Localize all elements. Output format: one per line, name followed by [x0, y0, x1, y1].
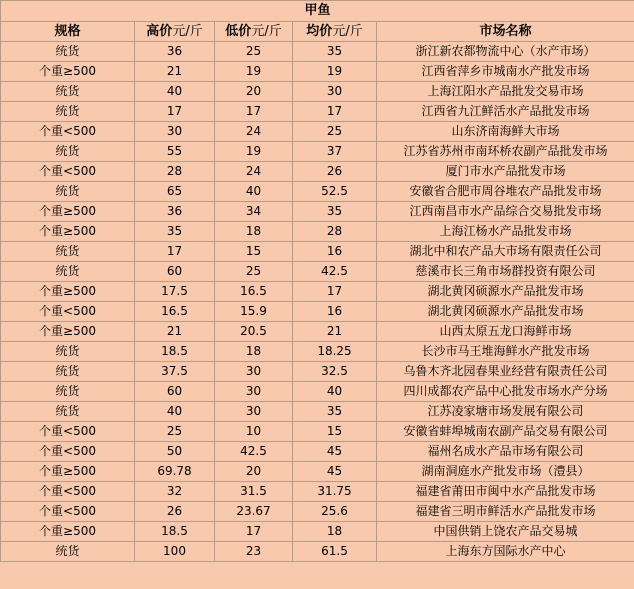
cell-spec: 个重≥500: [1, 62, 135, 82]
cell-high-price: 21: [135, 322, 215, 342]
table-row: [1, 162, 634, 182]
cell-spec: 个重<500: [1, 302, 135, 322]
cell-spec: 个重<500: [1, 482, 135, 502]
cell-market-name: 上海江阳水产品批发交易市场: [377, 82, 634, 102]
cell-spec: 个重<500: [1, 422, 135, 442]
cell-avg-price: 19: [293, 62, 377, 82]
cell-spec: 个重<500: [1, 162, 135, 182]
cell-high-price: 21: [135, 62, 215, 82]
table-row: [1, 62, 634, 82]
cell-market-name: 上海江杨水产品批发市场: [377, 222, 634, 242]
cell-avg-price: 18: [293, 522, 377, 542]
table-row: [1, 342, 634, 362]
table-row: [1, 102, 634, 122]
cell-high-price: 36: [135, 202, 215, 222]
cell-market-name: 江西省九江鲜活水产品批发市场: [377, 102, 634, 122]
cell-high-price: 55: [135, 142, 215, 162]
header-avg-unit: 元/斤: [332, 24, 363, 39]
cell-low-price: 31.5: [215, 482, 293, 502]
cell-low-price: 24: [215, 162, 293, 182]
cell-spec: 统货: [1, 242, 135, 262]
cell-spec: 统货: [1, 182, 135, 202]
table-row: [1, 182, 634, 202]
header-low-unit: 元/斤: [251, 24, 282, 39]
cell-high-price: 100: [135, 542, 215, 562]
cell-high-price: 60: [135, 262, 215, 282]
cell-spec: 个重≥500: [1, 282, 135, 302]
cell-high-price: 65: [135, 182, 215, 202]
table-body: [1, 42, 634, 562]
cell-market-name: 江西南昌市水产品综合交易批发市场: [377, 202, 634, 222]
header-high-label: 高价: [146, 24, 173, 39]
table-row: [1, 262, 634, 282]
cell-market-name: 福建省莆田市闽中水产品批发市场: [377, 482, 634, 502]
cell-low-price: 25: [215, 42, 293, 62]
cell-spec: 个重<500: [1, 502, 135, 522]
cell-market-name: 江苏凌家塘市场发展有限公司: [377, 402, 634, 422]
table-row: [1, 462, 634, 482]
header-avg: [293, 22, 377, 42]
cell-high-price: 50: [135, 442, 215, 462]
cell-spec: 统货: [1, 402, 135, 422]
cell-low-price: 20: [215, 462, 293, 482]
cell-avg-price: 40: [293, 382, 377, 402]
cell-spec: 个重≥500: [1, 322, 135, 342]
table-row: [1, 282, 634, 302]
cell-market-name: 四川成都农产品中心批发市场水产分场: [377, 382, 634, 402]
cell-low-price: 24: [215, 122, 293, 142]
cell-market-name: 浙江新农都物流中心（水产市场）: [377, 42, 634, 62]
cell-market-name: 安徽省合肥市周谷堆农产品批发市场: [377, 182, 634, 202]
cell-market-name: 湖北黄冈硕源水产品批发市场: [377, 302, 634, 322]
cell-high-price: 17.5: [135, 282, 215, 302]
cell-market-name: 江苏省苏州市南环桥农副产品批发市场: [377, 142, 634, 162]
table-row: [1, 302, 634, 322]
header-spec: 规格: [1, 22, 135, 42]
cell-low-price: 23: [215, 542, 293, 562]
header-high-unit: 元/斤: [172, 24, 203, 39]
table-row: [1, 542, 634, 562]
cell-low-price: 19: [215, 142, 293, 162]
cell-market-name: 长沙市马王堆海鲜水产批发市场: [377, 342, 634, 362]
cell-spec: 统货: [1, 262, 135, 282]
cell-low-price: 17: [215, 522, 293, 542]
cell-high-price: 26: [135, 502, 215, 522]
cell-low-price: 30: [215, 362, 293, 382]
cell-spec: 统货: [1, 82, 135, 102]
cell-high-price: 25: [135, 422, 215, 442]
cell-low-price: 30: [215, 382, 293, 402]
cell-spec: 个重<500: [1, 122, 135, 142]
cell-avg-price: 31.75: [293, 482, 377, 502]
cell-avg-price: 35: [293, 42, 377, 62]
cell-market-name: 慈溪市长三角市场群投资有限公司: [377, 262, 634, 282]
cell-market-name: 上海东方国际水产中心: [377, 542, 634, 562]
table-row: [1, 522, 634, 542]
cell-avg-price: 30: [293, 82, 377, 102]
table-title: 甲鱼: [1, 1, 634, 22]
cell-avg-price: 26: [293, 162, 377, 182]
cell-market-name: 福建省三明市鲜活水产品批发市场: [377, 502, 634, 522]
cell-low-price: 19: [215, 62, 293, 82]
cell-low-price: 20: [215, 82, 293, 102]
cell-market-name: 湖北中和农产品大市场有限责任公司: [377, 242, 634, 262]
header-market: 市场名称: [377, 22, 634, 42]
table-row: [1, 42, 634, 62]
table-row: [1, 202, 634, 222]
cell-avg-price: 32.5: [293, 362, 377, 382]
table-row: [1, 242, 634, 262]
cell-high-price: 36: [135, 42, 215, 62]
table-row: [1, 502, 634, 522]
cell-market-name: 福州名成水产品市场有限公司: [377, 442, 634, 462]
cell-avg-price: 37: [293, 142, 377, 162]
cell-market-name: 江西省萍乡市城南水产批发市场: [377, 62, 634, 82]
cell-avg-price: 35: [293, 402, 377, 422]
cell-avg-price: 45: [293, 462, 377, 482]
table-row: [1, 122, 634, 142]
cell-low-price: 34: [215, 202, 293, 222]
cell-high-price: 40: [135, 402, 215, 422]
table-row: [1, 322, 634, 342]
cell-avg-price: 35: [293, 202, 377, 222]
cell-high-price: 69.78: [135, 462, 215, 482]
cell-market-name: 中国供销上饶农产品交易城: [377, 522, 634, 542]
cell-spec: 统货: [1, 542, 135, 562]
cell-low-price: 20.5: [215, 322, 293, 342]
cell-avg-price: 18.25: [293, 342, 377, 362]
cell-avg-price: 16: [293, 242, 377, 262]
cell-avg-price: 42.5: [293, 262, 377, 282]
table-row: [1, 482, 634, 502]
cell-high-price: 37.5: [135, 362, 215, 382]
cell-spec: 个重<500: [1, 442, 135, 462]
cell-market-name: 厦门市水产品批发市场: [377, 162, 634, 182]
cell-spec: 统货: [1, 342, 135, 362]
cell-avg-price: 17: [293, 102, 377, 122]
cell-avg-price: 61.5: [293, 542, 377, 562]
cell-market-name: 乌鲁木齐北园春果业经营有限责任公司: [377, 362, 634, 382]
cell-avg-price: 15: [293, 422, 377, 442]
header-avg-label: 均价: [306, 24, 333, 39]
cell-market-name: 湖南洞庭水产批发市场（澧县）: [377, 462, 634, 482]
cell-high-price: 30: [135, 122, 215, 142]
cell-high-price: 35: [135, 222, 215, 242]
cell-low-price: 17: [215, 102, 293, 122]
cell-avg-price: 25.6: [293, 502, 377, 522]
cell-high-price: 18.5: [135, 522, 215, 542]
cell-low-price: 42.5: [215, 442, 293, 462]
cell-avg-price: 25: [293, 122, 377, 142]
table-row: [1, 402, 634, 422]
cell-high-price: 17: [135, 242, 215, 262]
table-row: [1, 142, 634, 162]
cell-spec: 个重≥500: [1, 222, 135, 242]
header-high: [135, 22, 215, 42]
cell-low-price: 15.9: [215, 302, 293, 322]
cell-high-price: 60: [135, 382, 215, 402]
table-row: [1, 82, 634, 102]
table-row: [1, 382, 634, 402]
cell-spec: 统货: [1, 362, 135, 382]
cell-high-price: 40: [135, 82, 215, 102]
table-row: [1, 222, 634, 242]
cell-avg-price: 52.5: [293, 182, 377, 202]
table-row: [1, 422, 634, 442]
cell-high-price: 32: [135, 482, 215, 502]
cell-market-name: 湖北黄冈硕源水产品批发市场: [377, 282, 634, 302]
cell-avg-price: 21: [293, 322, 377, 342]
cell-spec: 个重≥500: [1, 202, 135, 222]
cell-spec: 统货: [1, 142, 135, 162]
cell-market-name: 安徽省蚌埠城南农副产品交易有限公司: [377, 422, 634, 442]
cell-high-price: 28: [135, 162, 215, 182]
cell-spec: 个重≥500: [1, 462, 135, 482]
cell-high-price: 17: [135, 102, 215, 122]
cell-low-price: 18: [215, 222, 293, 242]
table-row: [1, 442, 634, 462]
cell-avg-price: 28: [293, 222, 377, 242]
cell-high-price: 16.5: [135, 302, 215, 322]
cell-high-price: 18.5: [135, 342, 215, 362]
header-low: [215, 22, 293, 42]
cell-low-price: 15: [215, 242, 293, 262]
cell-spec: 统货: [1, 382, 135, 402]
cell-market-name: 山西太原五龙口海鲜市场: [377, 322, 634, 342]
title-row: [1, 1, 634, 22]
cell-spec: 个重≥500: [1, 522, 135, 542]
cell-low-price: 25: [215, 262, 293, 282]
header-low-label: 低价: [225, 24, 252, 39]
cell-spec: 统货: [1, 102, 135, 122]
cell-low-price: 40: [215, 182, 293, 202]
cell-low-price: 16.5: [215, 282, 293, 302]
cell-avg-price: 17: [293, 282, 377, 302]
cell-low-price: 30: [215, 402, 293, 422]
cell-avg-price: 16: [293, 302, 377, 322]
header-row: [1, 22, 634, 42]
cell-spec: 统货: [1, 42, 135, 62]
cell-low-price: 18: [215, 342, 293, 362]
cell-avg-price: 45: [293, 442, 377, 462]
cell-low-price: 23.67: [215, 502, 293, 522]
table-row: [1, 362, 634, 382]
cell-market-name: 山东济南海鲜大市场: [377, 122, 634, 142]
cell-low-price: 10: [215, 422, 293, 442]
